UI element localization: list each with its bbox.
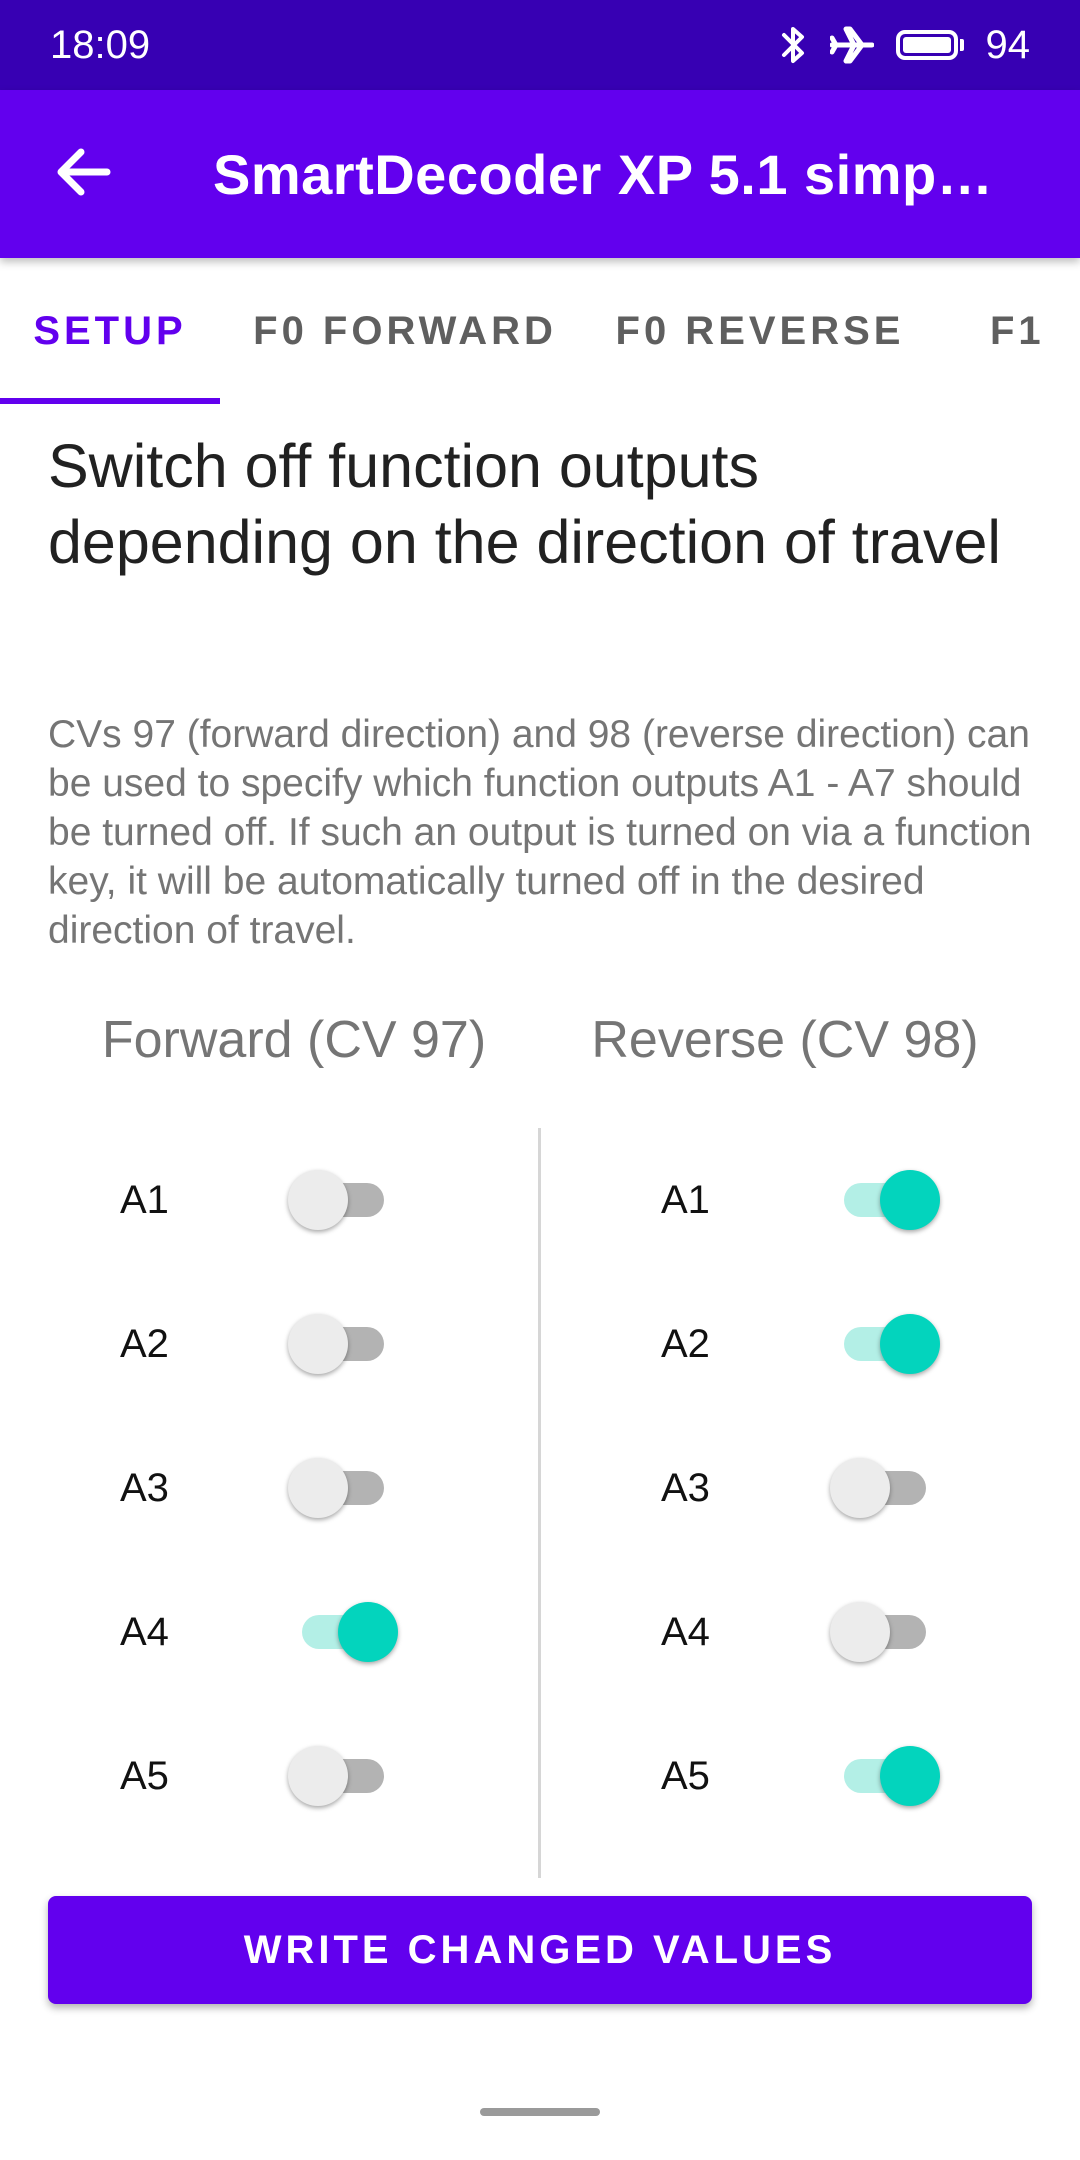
- forward-output-switch-a3[interactable]: [288, 1453, 398, 1523]
- switch-thumb: [880, 1314, 940, 1374]
- page-title: SmartDecoder XP 5.1 simp…: [213, 142, 994, 206]
- battery-icon: [896, 30, 964, 60]
- reverse-output-label-a3: A3: [661, 1466, 710, 1510]
- status-icons: [778, 23, 1031, 68]
- reverse-column-title: Reverse (CV 98): [591, 1011, 979, 1069]
- reverse-output-switch-a2[interactable]: [830, 1309, 940, 1379]
- switch-thumb: [830, 1602, 890, 1662]
- app-bar: [0, 90, 1080, 258]
- tab-bar: [0, 258, 1080, 404]
- tab-f1[interactable]: F1: [990, 308, 1045, 353]
- switch-thumb: [880, 1746, 940, 1806]
- reverse-output-switch-a4[interactable]: [830, 1597, 940, 1667]
- reverse-output-label-a2: A2: [661, 1322, 710, 1366]
- forward-column-title: Forward (CV 97): [101, 1011, 487, 1069]
- bluetooth-icon: [778, 25, 808, 65]
- column-divider: [538, 1128, 541, 1878]
- reverse-output-switch-a1[interactable]: [830, 1165, 940, 1235]
- home-indicator[interactable]: [480, 2108, 600, 2116]
- forward-output-label-a4: A4: [120, 1610, 169, 1654]
- forward-output-switch-a4[interactable]: [288, 1597, 398, 1667]
- tab-f0-forward[interactable]: F0 FORWARD: [253, 308, 557, 353]
- forward-output-label-a5: A5: [120, 1754, 169, 1798]
- section-heading: Switch off function outputs depending on the direction of travel: [48, 432, 1001, 576]
- forward-output-label-a2: A2: [120, 1322, 169, 1366]
- forward-output-switch-a5[interactable]: [288, 1741, 398, 1811]
- airplane-mode-icon: [830, 25, 874, 65]
- switch-thumb: [830, 1458, 890, 1518]
- status-bar: [0, 0, 1080, 90]
- section-description: CVs 97 (forward direction) and 98 (reverse direction) can be used to specify which function outputs A1 - A7 should be turned off. If such an output is turned on via a function key, it will be automatically turned off in the desired direction of travel.: [48, 713, 1032, 952]
- forward-output-switch-a2[interactable]: [288, 1309, 398, 1379]
- back-button[interactable]: [0, 90, 168, 258]
- reverse-output-switch-a3[interactable]: [830, 1453, 940, 1523]
- battery-level: 94: [985, 22, 1030, 67]
- forward-output-switch-a1[interactable]: [288, 1165, 398, 1235]
- arrow-back-icon: [55, 147, 111, 202]
- tab-setup[interactable]: SETUP: [33, 308, 187, 353]
- switch-thumb: [288, 1746, 348, 1806]
- status-time: 18:09: [50, 22, 151, 67]
- reverse-output-label-a5: A5: [661, 1754, 710, 1798]
- reverse-output-label-a1: A1: [661, 1178, 710, 1222]
- switch-thumb: [338, 1602, 398, 1662]
- write-changed-values-button[interactable]: WRITE CHANGED VALUES: [48, 1896, 1032, 2004]
- reverse-output-switch-a5[interactable]: [830, 1741, 940, 1811]
- switch-thumb: [288, 1170, 348, 1230]
- tab-f0-reverse[interactable]: F0 REVERSE: [615, 308, 905, 353]
- switch-thumb: [288, 1314, 348, 1374]
- forward-output-label-a1: A1: [120, 1178, 169, 1222]
- reverse-output-label-a4: A4: [661, 1610, 710, 1654]
- switch-thumb: [880, 1170, 940, 1230]
- switch-thumb: [288, 1458, 348, 1518]
- forward-output-label-a3: A3: [120, 1466, 169, 1510]
- tab-indicator: [0, 398, 220, 404]
